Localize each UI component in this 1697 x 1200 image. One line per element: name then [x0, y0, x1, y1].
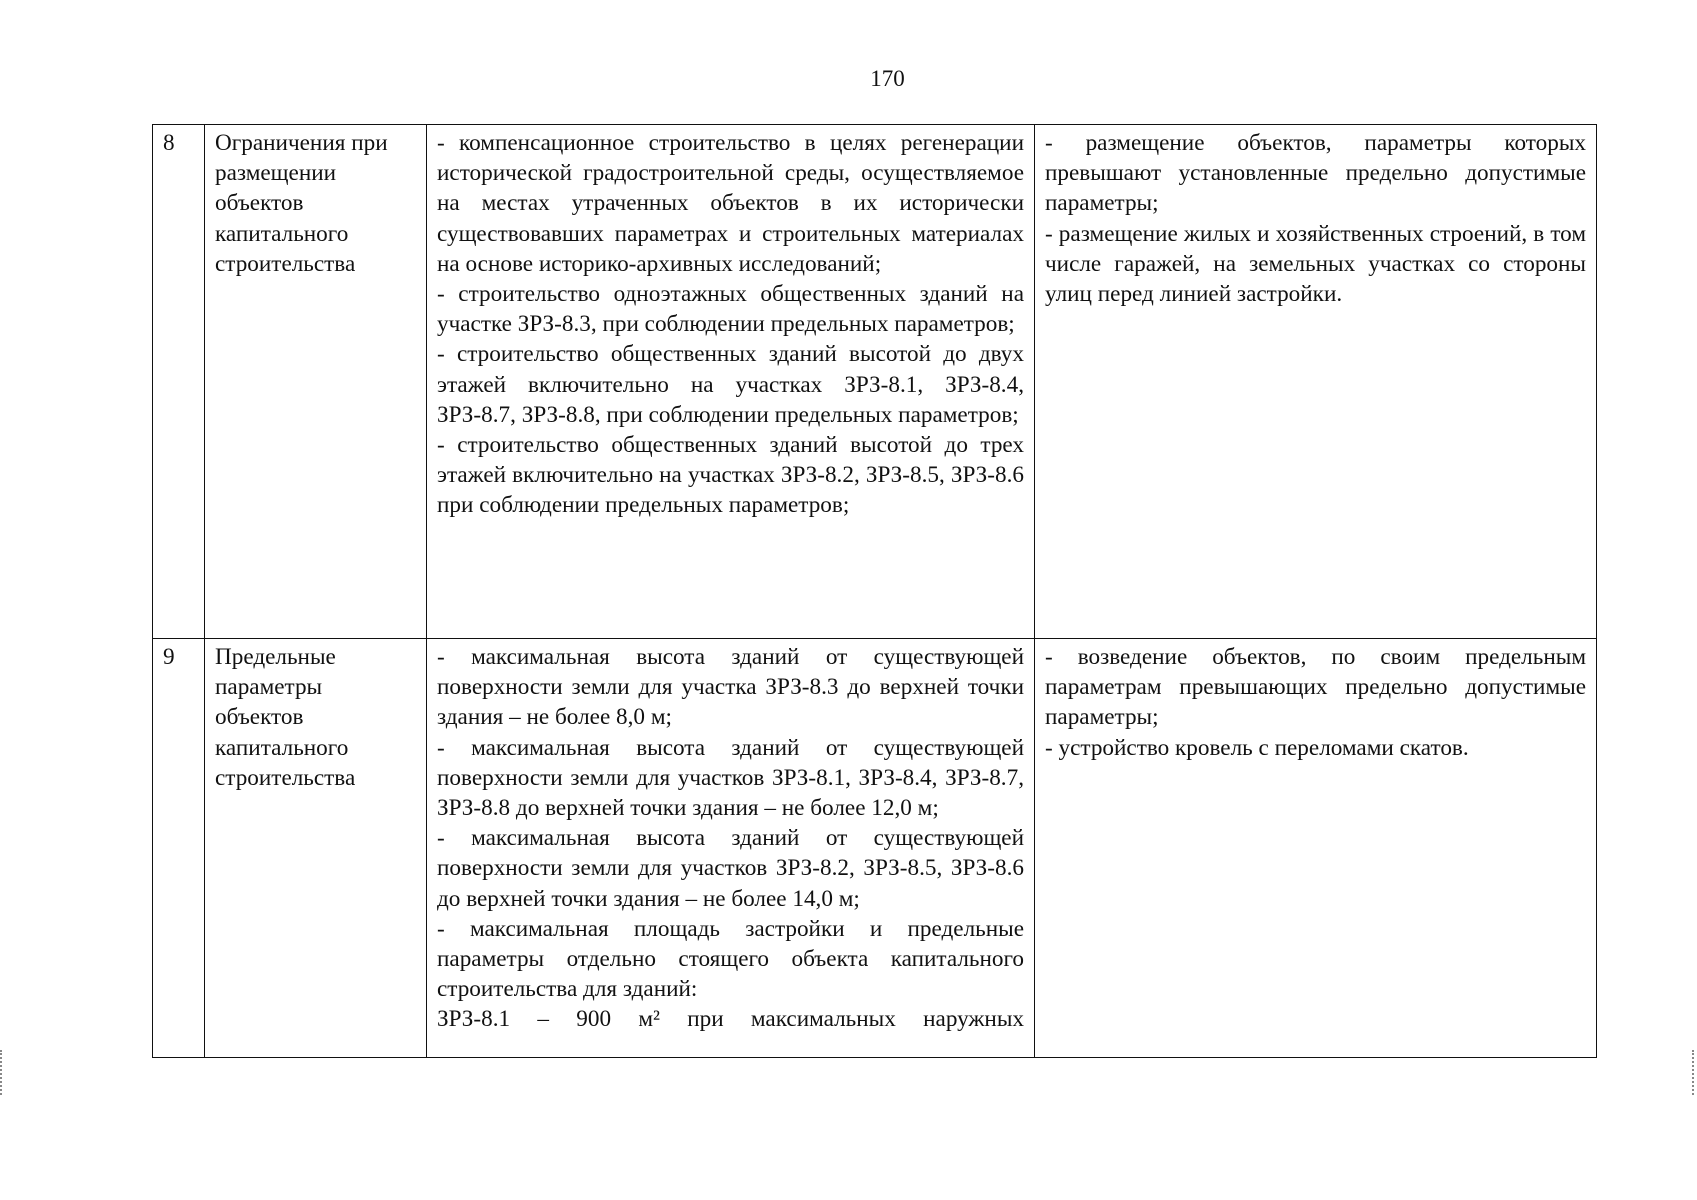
- prohibited-cell: [1035, 125, 1597, 639]
- table-row: [153, 639, 1597, 1058]
- list-item: - устройство кровель с переломами скатов.: [1045, 734, 1469, 761]
- table-row: [153, 125, 1597, 639]
- row-title: Предельные параметры объектов капитального строительства: [205, 639, 427, 1058]
- list-item: ЗРЗ-8.1 – 900 м² при максимальных наружных: [437, 1006, 1024, 1033]
- list-item: - максимальная высота зданий от существующей поверхности земли для участков ЗРЗ-8.1, ЗРЗ-8.4, ЗРЗ-8.7, ЗРЗ-8.8 до верхней точки здания – не более 12,0 м;: [437, 734, 1024, 822]
- scan-margin-mark: [1692, 1050, 1697, 1095]
- list-item: - максимальная высота зданий от существующей поверхности земли для участка ЗРЗ-8.3 до верхней точки здания – не более 8,0 м;: [437, 644, 1024, 731]
- scan-margin-mark: [0, 1050, 5, 1095]
- row-number: 9: [153, 639, 205, 1058]
- list-item: - строительство общественных зданий высотой до трех этажей включительно на участках ЗРЗ-8.2, ЗРЗ-8.5, ЗРЗ-8.6 при соблюдении предельных параметров;: [437, 432, 1024, 519]
- list-item: - строительство общественных зданий высотой до двух этажей включительно на участках ЗРЗ-8.1, ЗРЗ-8.4, ЗРЗ-8.7, ЗРЗ-8.8, при соблюдении предельных параметров;: [437, 341, 1024, 428]
- list-item: - строительство одноэтажных общественных зданий на участке ЗРЗ-8.3, при соблюдении предельных параметров;: [437, 281, 1024, 338]
- list-item: - размещение жилых и хозяйственных строений, в том числе гаражей, на земельных участках со стороны улиц перед линией застройки.: [1045, 220, 1586, 308]
- row-title: Ограничения при размещении объектов капитального строительства: [205, 125, 427, 639]
- list-item: - максимальная высота зданий от существующей поверхности земли для участков ЗРЗ-8.2, ЗРЗ-8.5, ЗРЗ-8.6 до верхней точки здания – не более 14,0 м;: [437, 825, 1024, 912]
- page-number: 170: [870, 66, 905, 91]
- list-item: - возведение объектов, по своим предельным параметрам превышающих предельно допустимые параметры;: [1045, 644, 1586, 731]
- prohibited-cell: [1035, 639, 1597, 1058]
- list-item: - максимальная площадь застройки и предельные параметры отдельно стоящего объекта капитального строительства для зданий:: [437, 915, 1024, 1003]
- allowed-cell: [427, 125, 1035, 639]
- list-item: - компенсационное строительство в целях регенерации исторической градостроительной среды, осуществляемое на местах утраченных объектов в их исторически существовавших параметрах и строительных материалах на основе историко-архивных исследований;: [437, 130, 1024, 277]
- allowed-cell: [427, 639, 1035, 1058]
- list-item: - размещение объектов, параметры которых превышают установленные предельно допустимые параметры;: [1045, 130, 1586, 217]
- row-number: 8: [153, 125, 205, 639]
- regulations-table: [152, 124, 1597, 1058]
